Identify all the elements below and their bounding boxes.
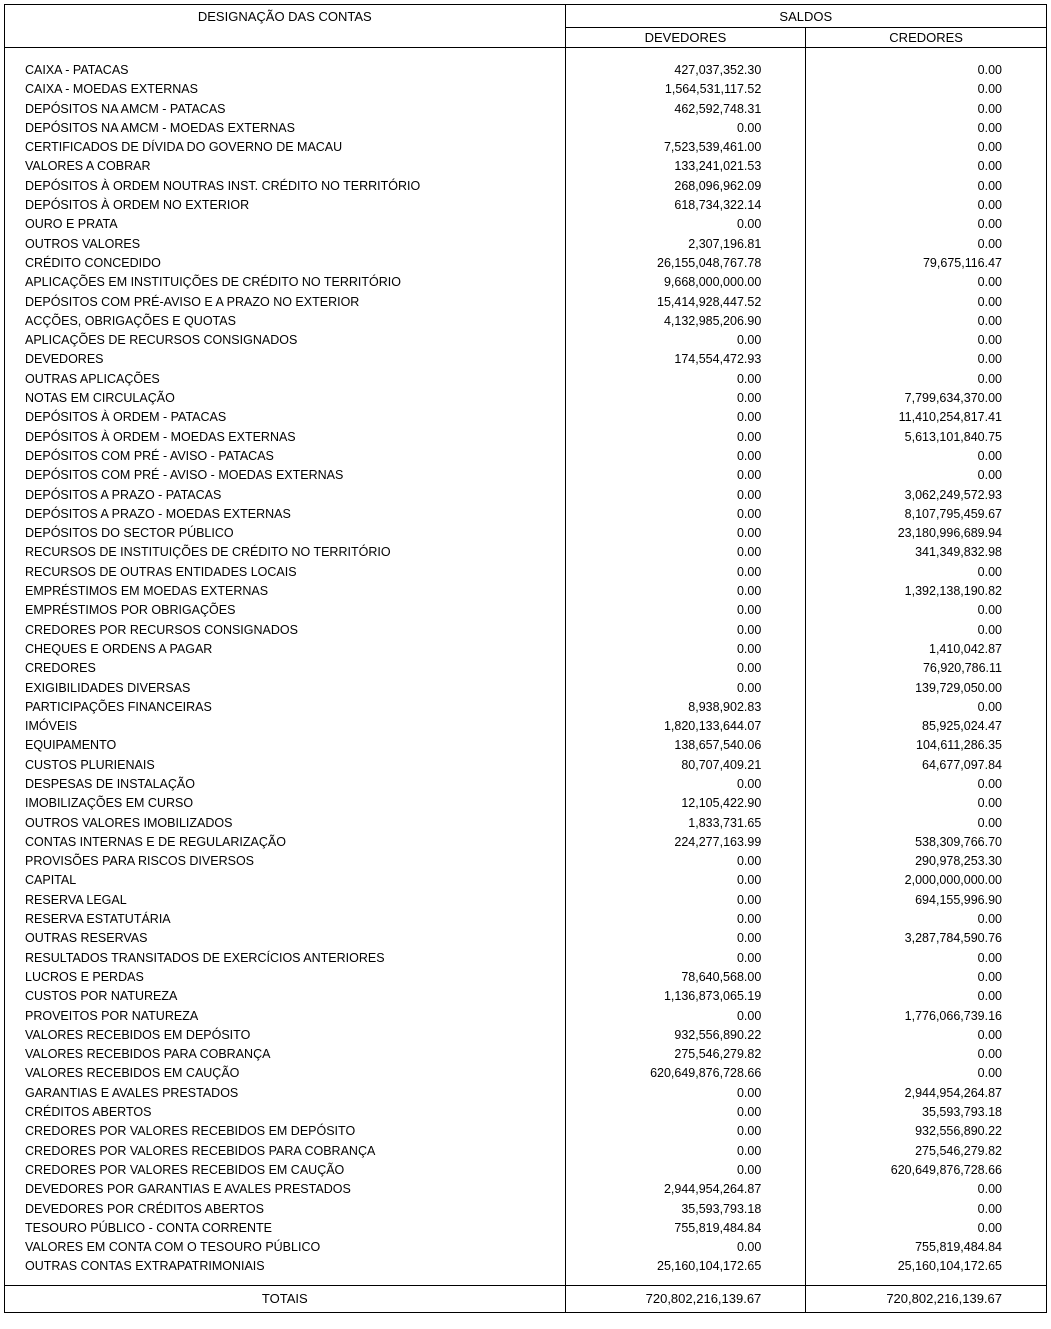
devedores-value-cell: 15,414,928,447.52 xyxy=(565,293,806,312)
credores-value-cell: 0.00 xyxy=(806,350,1047,369)
table-row xyxy=(5,350,1047,369)
credores-value-cell: 5,613,101,840.75 xyxy=(806,428,1047,447)
credores-value-cell: 0.00 xyxy=(806,370,1047,389)
account-name-cell: EMPRÉSTIMOS EM MOEDAS EXTERNAS xyxy=(5,582,566,601)
devedores-value-cell: 0.00 xyxy=(565,524,806,543)
table-row xyxy=(5,640,1047,659)
devedores-value-cell: 0.00 xyxy=(565,408,806,427)
credores-value-cell: 139,729,050.00 xyxy=(806,679,1047,698)
credores-value-cell: 0.00 xyxy=(806,466,1047,485)
credores-value-cell: 0.00 xyxy=(806,1064,1047,1083)
table-row xyxy=(5,891,1047,910)
table-row xyxy=(5,910,1047,929)
credores-value-cell: 79,675,116.47 xyxy=(806,254,1047,273)
credores-value-cell: 0.00 xyxy=(806,48,1047,81)
table-row xyxy=(5,698,1047,717)
account-name-cell: DEPÓSITOS COM PRÉ - AVISO - MOEDAS EXTERNAS xyxy=(5,466,566,485)
table-row xyxy=(5,775,1047,794)
account-name-cell: DEPÓSITOS NA AMCM - PATACAS xyxy=(5,100,566,119)
table-row xyxy=(5,389,1047,408)
credores-value-cell: 0.00 xyxy=(806,1026,1047,1045)
credores-value-cell: 11,410,254,817.41 xyxy=(806,408,1047,427)
devedores-value-cell: 0.00 xyxy=(565,1103,806,1122)
devedores-value-cell: 0.00 xyxy=(565,215,806,234)
account-name-cell: CRÉDITO CONCEDIDO xyxy=(5,254,566,273)
credores-value-cell: 932,556,890.22 xyxy=(806,1122,1047,1141)
account-name-cell: EMPRÉSTIMOS POR OBRIGAÇÕES xyxy=(5,601,566,620)
credores-value-cell: 0.00 xyxy=(806,80,1047,99)
account-name-cell: DEPÓSITOS À ORDEM NO EXTERIOR xyxy=(5,196,566,215)
credores-value-cell: 290,978,253.30 xyxy=(806,852,1047,871)
credores-value-cell: 76,920,786.11 xyxy=(806,659,1047,678)
table-row xyxy=(5,157,1047,176)
account-name-cell: CONTAS INTERNAS E DE REGULARIZAÇÃO xyxy=(5,833,566,852)
column-header-credores: CREDORES xyxy=(806,28,1047,48)
devedores-value-cell: 1,833,731.65 xyxy=(565,814,806,833)
devedores-value-cell: 0.00 xyxy=(565,601,806,620)
table-row xyxy=(5,370,1047,389)
devedores-value-cell: 0.00 xyxy=(565,428,806,447)
table-row xyxy=(5,466,1047,485)
devedores-value-cell: 0.00 xyxy=(565,1084,806,1103)
account-name-cell: CAIXA - MOEDAS EXTERNAS xyxy=(5,80,566,99)
accounts-body xyxy=(5,48,1047,1286)
credores-value-cell: 0.00 xyxy=(806,1045,1047,1064)
column-header-saldos: SALDOS xyxy=(565,5,1046,28)
account-name-cell: GARANTIAS E AVALES PRESTADOS xyxy=(5,1084,566,1103)
credores-value-cell: 0.00 xyxy=(806,235,1047,254)
devedores-value-cell: 0.00 xyxy=(565,1142,806,1161)
devedores-value-cell: 0.00 xyxy=(565,640,806,659)
account-name-cell: CREDORES POR RECURSOS CONSIGNADOS xyxy=(5,621,566,640)
devedores-value-cell: 4,132,985,206.90 xyxy=(565,312,806,331)
devedores-value-cell: 0.00 xyxy=(565,1161,806,1180)
credores-value-cell: 0.00 xyxy=(806,987,1047,1006)
credores-value-cell: 0.00 xyxy=(806,293,1047,312)
table-row xyxy=(5,48,1047,81)
table-row xyxy=(5,177,1047,196)
table-row xyxy=(5,968,1047,987)
credores-value-cell: 3,062,249,572.93 xyxy=(806,486,1047,505)
account-name-cell: OUTRAS CONTAS EXTRAPATRIMONIAIS xyxy=(5,1257,566,1285)
totals-devedores-value: 720,802,216,139.67 xyxy=(565,1285,806,1312)
account-name-cell: CAPITAL xyxy=(5,871,566,890)
credores-value-cell: 23,180,996,689.94 xyxy=(806,524,1047,543)
table-row xyxy=(5,1180,1047,1199)
account-name-cell: PROVEITOS POR NATUREZA xyxy=(5,1007,566,1026)
credores-value-cell: 0.00 xyxy=(806,814,1047,833)
devedores-value-cell: 0.00 xyxy=(565,1122,806,1141)
credores-value-cell: 0.00 xyxy=(806,157,1047,176)
table-row xyxy=(5,138,1047,157)
devedores-value-cell: 0.00 xyxy=(565,543,806,562)
totals-row xyxy=(5,1285,1047,1312)
credores-value-cell: 1,392,138,190.82 xyxy=(806,582,1047,601)
account-name-cell: OUTROS VALORES xyxy=(5,235,566,254)
credores-value-cell: 25,160,104,172.65 xyxy=(806,1257,1047,1285)
credores-value-cell: 0.00 xyxy=(806,1200,1047,1219)
credores-value-cell: 694,155,996.90 xyxy=(806,891,1047,910)
table-row xyxy=(5,833,1047,852)
credores-value-cell: 0.00 xyxy=(806,968,1047,987)
devedores-value-cell: 0.00 xyxy=(565,679,806,698)
table-row xyxy=(5,679,1047,698)
table-row xyxy=(5,254,1047,273)
devedores-value-cell: 0.00 xyxy=(565,621,806,640)
devedores-value-cell: 224,277,163.99 xyxy=(565,833,806,852)
devedores-value-cell: 0.00 xyxy=(565,389,806,408)
devedores-value-cell: 0.00 xyxy=(565,486,806,505)
devedores-value-cell: 0.00 xyxy=(565,659,806,678)
account-name-cell: CREDORES xyxy=(5,659,566,678)
table-row xyxy=(5,736,1047,755)
table-row xyxy=(5,1238,1047,1257)
account-name-cell: DEPÓSITOS A PRAZO - MOEDAS EXTERNAS xyxy=(5,505,566,524)
devedores-value-cell: 2,944,954,264.87 xyxy=(565,1180,806,1199)
credores-value-cell: 0.00 xyxy=(806,621,1047,640)
devedores-value-cell: 1,820,133,644.07 xyxy=(565,717,806,736)
table-row xyxy=(5,100,1047,119)
credores-value-cell: 35,593,793.18 xyxy=(806,1103,1047,1122)
table-row xyxy=(5,794,1047,813)
devedores-value-cell: 0.00 xyxy=(565,929,806,948)
account-name-cell: CREDORES POR VALORES RECEBIDOS PARA COBRANÇA xyxy=(5,1142,566,1161)
credores-value-cell: 0.00 xyxy=(806,794,1047,813)
devedores-value-cell: 275,546,279.82 xyxy=(565,1045,806,1064)
table-row xyxy=(5,331,1047,350)
account-name-cell: CUSTOS PLURIENAIS xyxy=(5,756,566,775)
devedores-value-cell: 0.00 xyxy=(565,1007,806,1026)
credores-value-cell: 0.00 xyxy=(806,563,1047,582)
table-row xyxy=(5,196,1047,215)
devedores-value-cell: 9,668,000,000.00 xyxy=(565,273,806,292)
devedores-value-cell: 12,105,422.90 xyxy=(565,794,806,813)
devedores-value-cell: 0.00 xyxy=(565,582,806,601)
devedores-value-cell: 138,657,540.06 xyxy=(565,736,806,755)
devedores-value-cell: 25,160,104,172.65 xyxy=(565,1257,806,1285)
table-row xyxy=(5,1257,1047,1285)
credores-value-cell: 0.00 xyxy=(806,447,1047,466)
credores-value-cell: 0.00 xyxy=(806,775,1047,794)
table-row xyxy=(5,1103,1047,1122)
account-name-cell: DESPESAS DE INSTALAÇÃO xyxy=(5,775,566,794)
devedores-value-cell: 35,593,793.18 xyxy=(565,1200,806,1219)
account-name-cell: DEPÓSITOS COM PRÉ - AVISO - PATACAS xyxy=(5,447,566,466)
credores-value-cell: 0.00 xyxy=(806,601,1047,620)
credores-value-cell: 620,649,876,728.66 xyxy=(806,1161,1047,1180)
table-row xyxy=(5,1084,1047,1103)
devedores-value-cell: 174,554,472.93 xyxy=(565,350,806,369)
devedores-value-cell: 268,096,962.09 xyxy=(565,177,806,196)
account-name-cell: CREDORES POR VALORES RECEBIDOS EM CAUÇÃO xyxy=(5,1161,566,1180)
credores-value-cell: 341,349,832.98 xyxy=(806,543,1047,562)
account-name-cell: RECURSOS DE INSTITUIÇÕES DE CRÉDITO NO TERRITÓRIO xyxy=(5,543,566,562)
account-name-cell: OURO E PRATA xyxy=(5,215,566,234)
table-row xyxy=(5,987,1047,1006)
account-name-cell: IMOBILIZAÇÕES EM CURSO xyxy=(5,794,566,813)
account-name-cell: APLICAÇÕES DE RECURSOS CONSIGNADOS xyxy=(5,331,566,350)
devedores-value-cell: 932,556,890.22 xyxy=(565,1026,806,1045)
account-name-cell: EQUIPAMENTO xyxy=(5,736,566,755)
account-name-cell: DEPÓSITOS À ORDEM - PATACAS xyxy=(5,408,566,427)
credores-value-cell: 7,799,634,370.00 xyxy=(806,389,1047,408)
account-name-cell: CUSTOS POR NATUREZA xyxy=(5,987,566,1006)
account-name-cell: RECURSOS DE OUTRAS ENTIDADES LOCAIS xyxy=(5,563,566,582)
devedores-value-cell: 8,938,902.83 xyxy=(565,698,806,717)
table-row xyxy=(5,1007,1047,1026)
table-row xyxy=(5,659,1047,678)
account-name-cell: IMÓVEIS xyxy=(5,717,566,736)
devedores-value-cell: 7,523,539,461.00 xyxy=(565,138,806,157)
account-name-cell: APLICAÇÕES EM INSTITUIÇÕES DE CRÉDITO NO TERRITÓRIO xyxy=(5,273,566,292)
devedores-value-cell: 0.00 xyxy=(565,505,806,524)
devedores-value-cell: 0.00 xyxy=(565,852,806,871)
account-name-cell: DEPÓSITOS COM PRÉ-AVISO E A PRAZO NO EXTERIOR xyxy=(5,293,566,312)
devedores-value-cell: 78,640,568.00 xyxy=(565,968,806,987)
table-row xyxy=(5,215,1047,234)
credores-value-cell: 1,410,042.87 xyxy=(806,640,1047,659)
account-name-cell: ACÇÕES, OBRIGAÇÕES E QUOTAS xyxy=(5,312,566,331)
account-name-cell: RESERVA LEGAL xyxy=(5,891,566,910)
credores-value-cell: 0.00 xyxy=(806,177,1047,196)
devedores-value-cell: 620,649,876,728.66 xyxy=(565,1064,806,1083)
account-name-cell: OUTROS VALORES IMOBILIZADOS xyxy=(5,814,566,833)
table-row xyxy=(5,408,1047,427)
account-name-cell: CRÉDITOS ABERTOS xyxy=(5,1103,566,1122)
devedores-value-cell: 26,155,048,767.78 xyxy=(565,254,806,273)
devedores-value-cell: 1,564,531,117.52 xyxy=(565,80,806,99)
credores-value-cell: 0.00 xyxy=(806,138,1047,157)
account-name-cell: DEVEDORES POR GARANTIAS E AVALES PRESTADOS xyxy=(5,1180,566,1199)
table-row xyxy=(5,293,1047,312)
credores-value-cell: 0.00 xyxy=(806,1180,1047,1199)
account-name-cell: CERTIFICADOS DE DÍVIDA DO GOVERNO DE MACAU xyxy=(5,138,566,157)
account-name-cell: DEVEDORES POR CRÉDITOS ABERTOS xyxy=(5,1200,566,1219)
account-name-cell: VALORES A COBRAR xyxy=(5,157,566,176)
credores-value-cell: 0.00 xyxy=(806,698,1047,717)
account-name-cell: DEPÓSITOS DO SECTOR PÚBLICO xyxy=(5,524,566,543)
credores-value-cell: 0.00 xyxy=(806,312,1047,331)
totals-credores-value: 720,802,216,139.67 xyxy=(806,1285,1047,1312)
account-name-cell: VALORES RECEBIDOS EM DEPÓSITO xyxy=(5,1026,566,1045)
credores-value-cell: 3,287,784,590.76 xyxy=(806,929,1047,948)
account-name-cell: DEPÓSITOS À ORDEM NOUTRAS INST. CRÉDITO NO TERRITÓRIO xyxy=(5,177,566,196)
table-row xyxy=(5,601,1047,620)
credores-value-cell: 0.00 xyxy=(806,196,1047,215)
credores-value-cell: 2,944,954,264.87 xyxy=(806,1084,1047,1103)
credores-value-cell: 275,546,279.82 xyxy=(806,1142,1047,1161)
devedores-value-cell: 0.00 xyxy=(565,447,806,466)
devedores-value-cell: 0.00 xyxy=(565,949,806,968)
devedores-value-cell: 1,136,873,065.19 xyxy=(565,987,806,1006)
credores-value-cell: 0.00 xyxy=(806,331,1047,350)
account-name-cell: RESERVA ESTATUTÁRIA xyxy=(5,910,566,929)
devedores-value-cell: 133,241,021.53 xyxy=(565,157,806,176)
balance-sheet-table xyxy=(4,4,1047,1313)
devedores-value-cell: 618,734,322.14 xyxy=(565,196,806,215)
table-row xyxy=(5,814,1047,833)
credores-value-cell: 2,000,000,000.00 xyxy=(806,871,1047,890)
table-row xyxy=(5,505,1047,524)
table-row xyxy=(5,1200,1047,1219)
credores-value-cell: 0.00 xyxy=(806,1219,1047,1238)
account-name-cell: VALORES EM CONTA COM O TESOURO PÚBLICO xyxy=(5,1238,566,1257)
devedores-value-cell: 0.00 xyxy=(565,331,806,350)
devedores-value-cell: 0.00 xyxy=(565,466,806,485)
table-row xyxy=(5,428,1047,447)
account-name-cell: CREDORES POR VALORES RECEBIDOS EM DEPÓSITO xyxy=(5,1122,566,1141)
table-row xyxy=(5,1161,1047,1180)
credores-value-cell: 8,107,795,459.67 xyxy=(806,505,1047,524)
credores-value-cell: 0.00 xyxy=(806,949,1047,968)
devedores-value-cell: 0.00 xyxy=(565,910,806,929)
credores-value-cell: 1,776,066,739.16 xyxy=(806,1007,1047,1026)
table-row xyxy=(5,717,1047,736)
totals-label: TOTAIS xyxy=(5,1285,566,1312)
table-row xyxy=(5,543,1047,562)
table-row xyxy=(5,119,1047,138)
account-name-cell: LUCROS E PERDAS xyxy=(5,968,566,987)
account-name-cell: DEPÓSITOS À ORDEM - MOEDAS EXTERNAS xyxy=(5,428,566,447)
account-name-cell: CHEQUES E ORDENS A PAGAR xyxy=(5,640,566,659)
column-header-devedores: DEVEDORES xyxy=(565,28,806,48)
account-name-cell: NOTAS EM CIRCULAÇÃO xyxy=(5,389,566,408)
devedores-value-cell: 0.00 xyxy=(565,119,806,138)
devedores-value-cell: 80,707,409.21 xyxy=(565,756,806,775)
table-row xyxy=(5,235,1047,254)
table-row xyxy=(5,871,1047,890)
account-name-cell: OUTRAS RESERVAS xyxy=(5,929,566,948)
devedores-value-cell: 0.00 xyxy=(565,563,806,582)
account-name-cell: DEVEDORES xyxy=(5,350,566,369)
table-header xyxy=(5,5,1047,48)
table-row xyxy=(5,524,1047,543)
table-row xyxy=(5,1045,1047,1064)
credores-value-cell: 0.00 xyxy=(806,119,1047,138)
account-name-cell: VALORES RECEBIDOS PARA COBRANÇA xyxy=(5,1045,566,1064)
account-name-cell: PROVISÕES PARA RISCOS DIVERSOS xyxy=(5,852,566,871)
devedores-value-cell: 0.00 xyxy=(565,871,806,890)
table-row xyxy=(5,486,1047,505)
table-row xyxy=(5,582,1047,601)
table-row xyxy=(5,756,1047,775)
table-row xyxy=(5,312,1047,331)
header-row-1 xyxy=(5,5,1047,28)
devedores-value-cell: 462,592,748.31 xyxy=(565,100,806,119)
credores-value-cell: 538,309,766.70 xyxy=(806,833,1047,852)
account-name-cell: VALORES RECEBIDOS EM CAUÇÃO xyxy=(5,1064,566,1083)
table-row xyxy=(5,447,1047,466)
credores-value-cell: 0.00 xyxy=(806,215,1047,234)
account-name-cell: OUTRAS APLICAÇÕES xyxy=(5,370,566,389)
devedores-value-cell: 0.00 xyxy=(565,775,806,794)
table-row xyxy=(5,949,1047,968)
table-row xyxy=(5,1064,1047,1083)
credores-value-cell: 0.00 xyxy=(806,100,1047,119)
table-row xyxy=(5,1122,1047,1141)
table-row xyxy=(5,80,1047,99)
devedores-value-cell: 2,307,196.81 xyxy=(565,235,806,254)
table-row xyxy=(5,852,1047,871)
account-name-cell: CAIXA - PATACAS xyxy=(5,48,566,81)
table-footer xyxy=(5,1285,1047,1312)
devedores-value-cell: 755,819,484.84 xyxy=(565,1219,806,1238)
account-name-cell: TESOURO PÚBLICO - CONTA CORRENTE xyxy=(5,1219,566,1238)
credores-value-cell: 85,925,024.47 xyxy=(806,717,1047,736)
credores-value-cell: 64,677,097.84 xyxy=(806,756,1047,775)
table-row xyxy=(5,563,1047,582)
account-name-cell: DEPÓSITOS NA AMCM - MOEDAS EXTERNAS xyxy=(5,119,566,138)
table-row xyxy=(5,1142,1047,1161)
credores-value-cell: 104,611,286.35 xyxy=(806,736,1047,755)
devedores-value-cell: 0.00 xyxy=(565,370,806,389)
credores-value-cell: 0.00 xyxy=(806,910,1047,929)
credores-value-cell: 755,819,484.84 xyxy=(806,1238,1047,1257)
account-name-cell: RESULTADOS TRANSITADOS DE EXERCÍCIOS ANTERIORES xyxy=(5,949,566,968)
account-name-cell: EXIGIBILIDADES DIVERSAS xyxy=(5,679,566,698)
devedores-value-cell: 0.00 xyxy=(565,891,806,910)
table-row xyxy=(5,929,1047,948)
account-name-cell: PARTICIPAÇÕES FINANCEIRAS xyxy=(5,698,566,717)
column-header-designacao: DESIGNAÇÃO DAS CONTAS xyxy=(5,5,566,48)
table-row xyxy=(5,1026,1047,1045)
devedores-value-cell: 0.00 xyxy=(565,1238,806,1257)
table-row xyxy=(5,1219,1047,1238)
devedores-value-cell: 427,037,352.30 xyxy=(565,48,806,81)
credores-value-cell: 0.00 xyxy=(806,273,1047,292)
table-row xyxy=(5,621,1047,640)
table-row xyxy=(5,273,1047,292)
account-name-cell: DEPÓSITOS A PRAZO - PATACAS xyxy=(5,486,566,505)
